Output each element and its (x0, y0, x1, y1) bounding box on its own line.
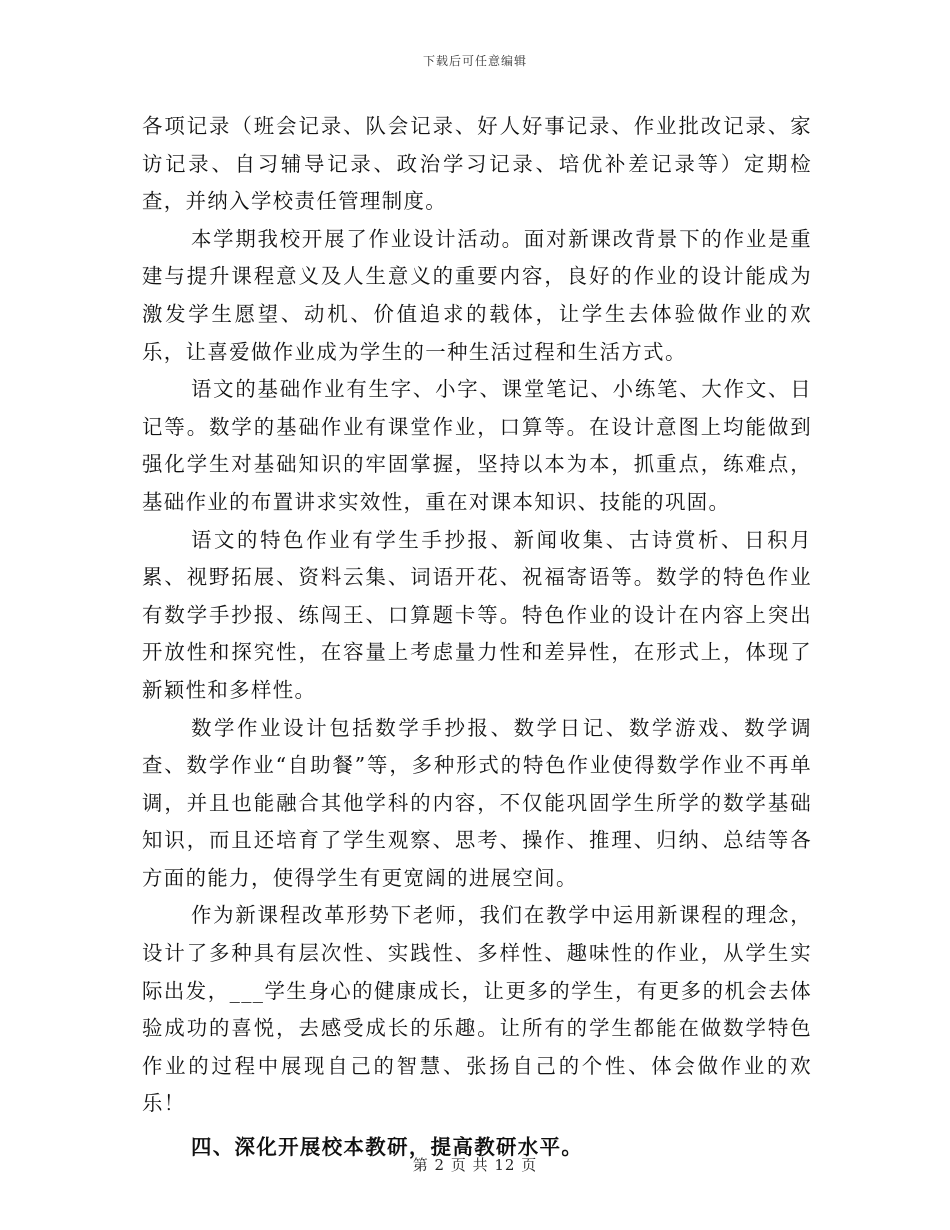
paragraph-teacher-practice: 作为新课程改革形势下老师，我们在教学中运用新课程的理念，设计了多种具有层次性、实践性、多样性、趣味性的作业，从学生实际出发，___学生身心的健康成长，让更多的学生，有更多的机会去体验成功的喜悦，去感受成长的乐趣。让所有的学生都能在做数学特色作业的过程中展现自己的智慧、张扬自己的个性、体会做作业的欢乐！ (142, 903, 812, 1116)
section-heading: 四、深化开展校本教研，提高教研水平。 (190, 1135, 584, 1160)
paragraph-featured-homework: 语文的特色作业有学生手抄报、新闻收集、古诗赏析、日积月累、视野拓展、资料云集、词语开花、祝福寄语等。数学的特色作业有数学手抄报、练闯王、口算题卡等。特色作业的设计在内容上突出开放性和探究性，在容量上考虑量力性和差异性，在形式上，体现了新颖性和多样性。 (142, 527, 812, 702)
page-number: 第 2 页 共 12 页 (412, 1156, 538, 1174)
paragraph-records: 各项记录（班会记录、队会记录、好人好事记录、作业批改记录、家访记录、自习辅导记录、政治学习记录、培优补差记录等）定期检查，并纳入学校责任管理制度。 (142, 114, 812, 214)
paragraph-homework-design: 本学期我校开展了作业设计活动。面对新课改背景下的作业是重建与提升课程意义及人生意义的重要内容，良好的作业的设计能成为激发学生愿望、动机、价值追求的载体，让学生去体验做作业的欢乐，让喜爱做作业成为学生的一种生活过程和生活方式。 (142, 226, 812, 364)
paragraph-math-homework: 数学作业设计包括数学手抄报、数学日记、数学游戏、数学调查、数学作业“自助餐”等，多种形式的特色作业使得数学作业不再单调，并且也能融合其他学科的内容，不仅能巩固学生所学的数学基础知识，而且还培育了学生观察、思考、操作、推理、归纳、总结等各方面的能力，使得学生有更宽阔的进展空间。 (142, 715, 812, 890)
page-header: 下载后可任意编辑 (422, 54, 527, 68)
document-body (142, 108, 812, 1167)
paragraph-basic-homework: 语文的基础作业有生字、小字、课堂笔记、小练笔、大作文、日记等。数学的基础作业有课堂作业，口算等。在设计意图上均能做到强化学生对基础知识的牢固掌握，坚持以本为本，抓重点，练难点，基础作业的布置讲求实效性，重在对课本知识、技能的巩固。 (142, 377, 812, 514)
